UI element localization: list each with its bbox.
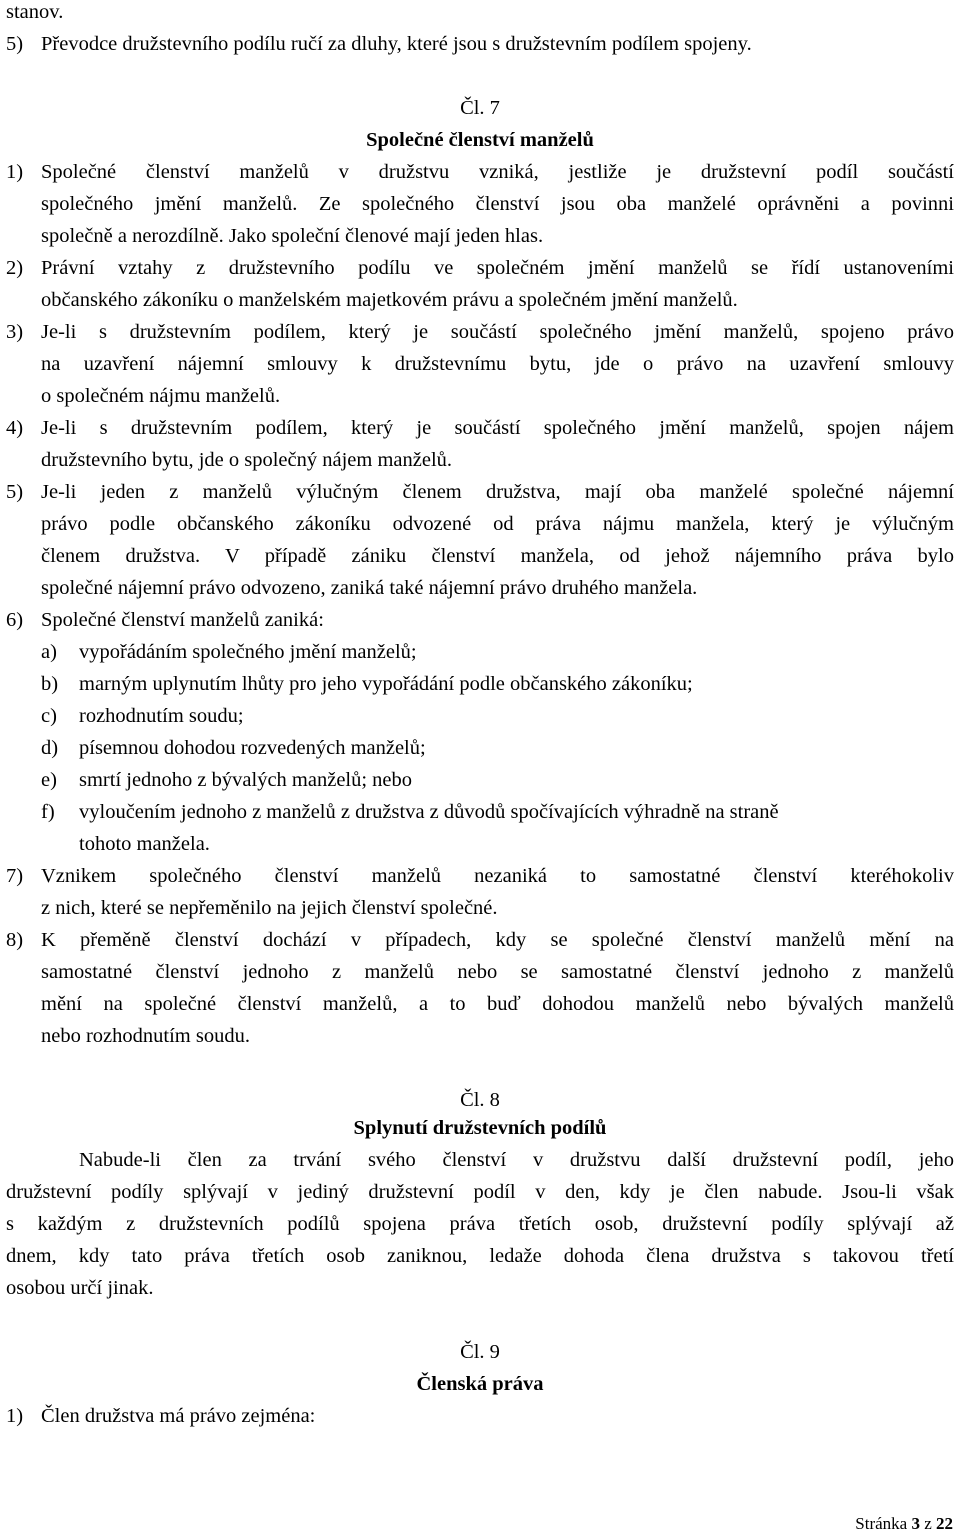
- list-item: vyloučením jednoho z manželů z družstva z důvodů spočívajících výhradně na straně: [79, 801, 779, 823]
- paragraph-line: Vznikem společného členství manželů nezaniká to samostatné členství kteréhokoliv: [41, 865, 954, 887]
- footer-prefix: Stránka: [855, 1514, 912, 1533]
- article-title: Splynutí družstevních podílů: [353, 1117, 607, 1139]
- paragraph-line: družstevní podíly splývají v jediný družstevní podíl v den, kdy je člen nabude. Jsou-li však: [6, 1181, 954, 1203]
- item-number: 2): [6, 257, 24, 279]
- list-letter: f): [41, 801, 55, 823]
- paragraph-line: družstevního bytu, jde o společný nájem manželů.: [41, 449, 453, 471]
- paragraph-line: společného jmění manželů. Ze společného členství jsou oba manželé oprávněni a povinni: [41, 193, 954, 215]
- list-letter: d): [41, 737, 59, 759]
- text-line: stanov.: [6, 1, 64, 23]
- paragraph-line: Je-li s družstevním podílem, který je součástí společného jmění manželů, spojeno právo: [41, 321, 954, 343]
- paragraph-line: Je-li s družstevním podílem, který je součástí společného jmění manželů, spojen nájem: [41, 417, 954, 439]
- paragraph-line: Nabude-li člen za trvání svého členství v družstvu další družstevní podíl, jeho: [79, 1149, 954, 1171]
- item-number: 7): [6, 865, 24, 887]
- paragraph-line: Převodce družstevního podílu ručí za dluhy, které jsou s družstevním podílem spojeny.: [41, 33, 752, 55]
- list-item: smrtí jednoho z bývalých manželů; nebo: [79, 769, 413, 791]
- item-number: 1): [6, 161, 24, 183]
- footer-mid: z: [919, 1514, 936, 1533]
- paragraph-line: mění na společné členství manželů, a to buď dohodou manželů nebo bývalých manželů: [41, 993, 954, 1015]
- paragraph-line: dnem, kdy tato práva třetích osob zaniknou, ledaže dohoda člena družstva s takovou třetí: [6, 1245, 954, 1267]
- paragraph-line: Člen družstva má právo zejména:: [41, 1405, 316, 1427]
- list-letter: b): [41, 673, 59, 695]
- article-title: Členská práva: [416, 1373, 544, 1395]
- paragraph-line: osobou určí jinak.: [6, 1277, 154, 1299]
- item-number: 8): [6, 929, 24, 951]
- list-item: marným uplynutím lhůty pro jeho vypořádání podle občanského zákoníku;: [79, 673, 693, 695]
- article-heading: Čl. 9: [460, 1341, 500, 1363]
- list-item: písemnou dohodou rozvedených manželů;: [79, 737, 426, 759]
- article-heading: Čl. 7: [460, 97, 500, 119]
- item-number: 5): [6, 33, 24, 55]
- article-heading: Čl. 8: [460, 1089, 500, 1111]
- paragraph-line: samostatné členství jednoho z manželů nebo se samostatné členství jednoho z manželů: [41, 961, 954, 983]
- paragraph-line: na uzavření nájemní smlouvy k družstevnímu bytu, jde o právo na uzavření smlouvy: [41, 353, 954, 375]
- paragraph-line: Je-li jeden z manželů výlučným členem družstva, mají oba manželé společné nájemní: [41, 481, 954, 503]
- paragraph-line: společně a nerozdílně. Jako společní členové mají jeden hlas.: [41, 225, 544, 247]
- article-title: Společné členství manželů: [366, 129, 594, 151]
- item-number: 4): [6, 417, 24, 439]
- paragraph-line: členem družstva. V případě zániku členství manžela, od jehož nájemního práva bylo: [41, 545, 954, 567]
- paragraph-line: právo podle občanského zákoníku odvozené od práva nájmu manžela, který je výlučným: [41, 513, 954, 535]
- total-page-count: 22: [936, 1514, 953, 1533]
- list-item-continuation: tohoto manžela.: [79, 833, 210, 855]
- paragraph-line: z nich, které se nepřeměnilo na jejich členství společné.: [41, 897, 498, 919]
- item-number: 1): [6, 1405, 24, 1427]
- paragraph-line: nebo rozhodnutím soudu.: [41, 1025, 250, 1047]
- paragraph-line: společné nájemní právo odvozeno, zaniká také nájemní právo druhého manžela.: [41, 577, 698, 599]
- list-letter: a): [41, 641, 57, 663]
- item-number: 5): [6, 481, 24, 503]
- item-number: 6): [6, 609, 24, 631]
- list-item: rozhodnutím soudu;: [79, 705, 244, 727]
- paragraph-line: Společné členství manželů v družstvu vzniká, jestliže je družstevní podíl součástí: [41, 161, 954, 183]
- paragraph-line: K přeměně členství dochází v případech, kdy se společné členství manželů mění na: [41, 929, 954, 951]
- current-page-number: 3: [911, 1514, 920, 1533]
- item-number: 3): [6, 321, 24, 343]
- page-footer: [855, 1513, 953, 1535]
- paragraph-line: Právní vztahy z družstevního podílu ve společném jmění manželů se řídí ustanoveními: [41, 257, 954, 279]
- paragraph-line: s každým z družstevních podílů spojena práva třetích osob, družstevní podíly splývají až: [6, 1213, 954, 1235]
- paragraph-line: občanského zákoníku o manželském majetkovém právu a společném jmění manželů.: [41, 289, 738, 311]
- list-item: vypořádáním společného jmění manželů;: [79, 641, 417, 663]
- paragraph-line: Společné členství manželů zaniká:: [41, 609, 324, 631]
- list-letter: c): [41, 705, 57, 727]
- list-letter: e): [41, 769, 57, 791]
- paragraph-line: o společném nájmu manželů.: [41, 385, 281, 407]
